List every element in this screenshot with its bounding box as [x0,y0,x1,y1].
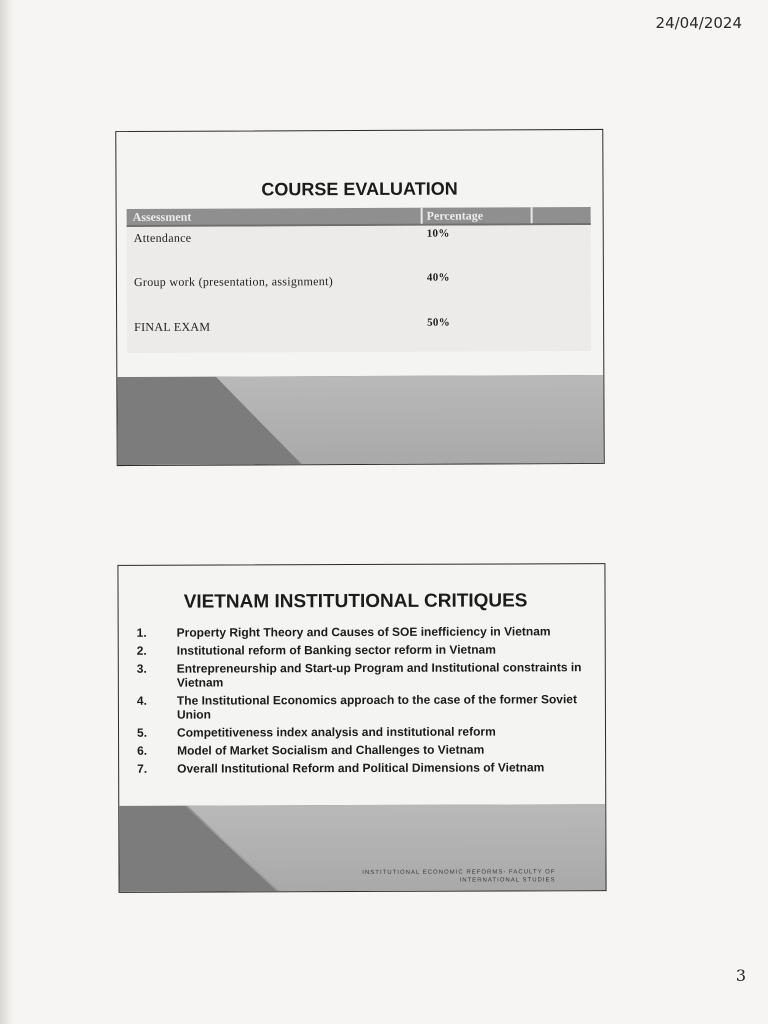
item-text: Overall Institutional Reform and Political Dimensions of Vietnam [177,760,545,776]
item-number: 5. [136,725,148,740]
page-number: 3 [735,966,746,985]
page-date: 24/04/2024 [655,14,742,32]
table-row [127,273,591,295]
assessment-cell: Group work (presentation, assignment) [133,274,334,289]
table-body [127,225,592,353]
slide-course-evaluation [115,129,604,466]
item-number: 3. [136,661,147,676]
item-number: 7. [137,761,148,776]
item-text: The Institutional Economics approach to the case of the former Soviet Union [176,692,578,722]
header-assessment: Assessment [132,209,192,224]
item-number: 6. [137,743,148,758]
table-row [127,229,591,251]
percentage-cell: 50% [427,316,451,329]
list-item [137,760,597,776]
page-edge-shadow [0,0,14,1024]
evaluation-table [127,207,592,353]
item-text: Competitiveness index analysis and institutional reform [176,724,496,740]
header-divider [421,208,423,224]
assessment-cell: FINAL EXAM [134,319,211,334]
footer-course-note: INSTITUTIONAL ECONOMIC REFORMS- FACULTY OF INTERNATIONAL STUDIES [362,869,556,884]
list-item [137,724,597,740]
critique-list [137,624,598,780]
list-item [137,624,597,640]
slide-footer-band [117,375,603,465]
list-item [137,642,597,658]
table-header [127,207,591,227]
list-item [137,660,597,690]
percentage-cell: 40% [426,271,450,284]
item-number: 2. [136,643,147,658]
list-item [137,742,597,758]
slide-title: VIETNAM INSTITUTIONAL CRITIQUES [183,590,528,613]
item-text: Property Right Theory and Causes of SOE inefficiency in Vietnam [176,624,551,640]
item-text: Institutional reform of Banking sector reform in Vietnam [176,642,496,658]
assessment-cell: Attendance [133,230,192,245]
item-number: 1. [136,625,147,640]
header-divider [531,207,533,223]
item-text: Entrepreneurship and Start-up Program and Institutional constraints in Vietnam [176,660,582,690]
percentage-cell: 10% [426,227,450,240]
list-item [137,692,597,722]
header-percentage: Percentage [426,208,484,223]
slide-title: COURSE EVALUATION [261,178,458,200]
item-text: Model of Market Socialism and Challenges to Vietnam [177,742,485,758]
table-row [127,318,591,340]
slide-footer-band [119,804,605,892]
slide-vietnam-critiques [117,563,606,893]
item-number: 4. [136,693,147,708]
